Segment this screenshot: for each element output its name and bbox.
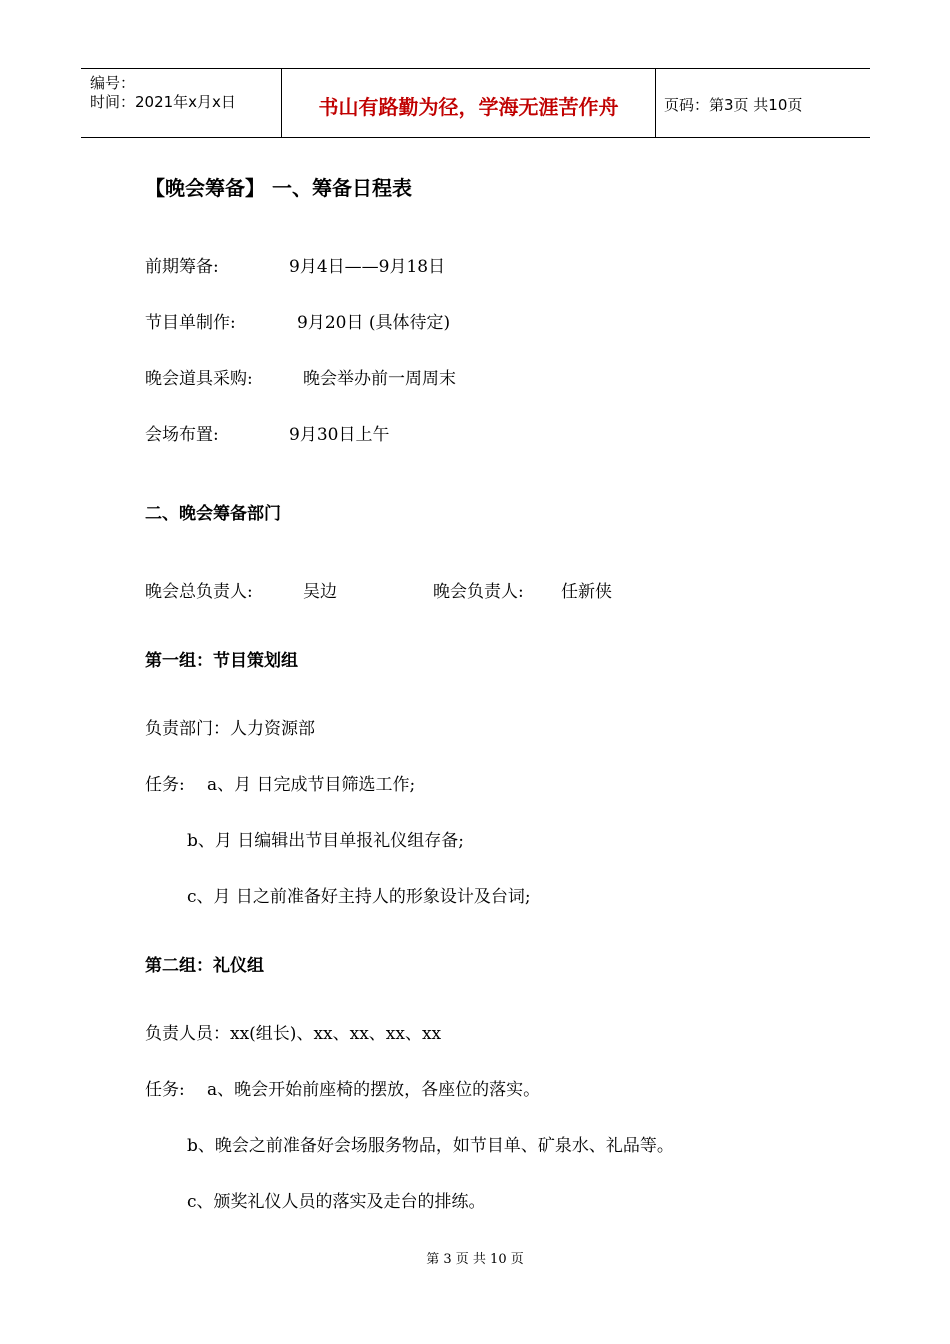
- document-title: 【晚会筹备】 一、筹备日程表: [145, 176, 412, 200]
- section-heading: 二、晚会筹备部门: [145, 504, 281, 524]
- leader-label: 晚会负责人:: [433, 582, 524, 602]
- header-page-info: 页码：第3页 共10页: [664, 96, 803, 114]
- group-department: 负责部门：人力资源部: [145, 719, 315, 739]
- header-motto-cell: [281, 69, 656, 137]
- task-item: c、月 日之前准备好主持人的形象设计及台词;: [187, 887, 531, 907]
- leader-name: 任新侠: [561, 582, 612, 602]
- chief-name: 吴边: [303, 582, 337, 602]
- group-staff: 负责人员：xx(组长)、xx、xx、xx、xx: [145, 1024, 442, 1044]
- schedule-label: 晚会道具采购:: [145, 369, 253, 389]
- header-number: 编号：: [90, 74, 136, 92]
- schedule-value: 9月30日上午: [289, 425, 390, 445]
- schedule-value: 9月4日——9月18日: [289, 257, 446, 277]
- header-time: 时间：2021年x月x日: [90, 93, 236, 111]
- schedule-label: 前期筹备:: [145, 257, 219, 277]
- group-heading: 第一组：节目策划组: [145, 651, 298, 671]
- header-page-cell: [655, 69, 870, 137]
- chief-label: 晚会总负责人:: [145, 582, 253, 602]
- group-heading: 第二组：礼仪组: [145, 956, 264, 976]
- schedule-value: 晚会举办前一周周末: [303, 369, 456, 389]
- page-header: [81, 68, 870, 138]
- task-item: b、月 日编辑出节目单报礼仪组存备;: [187, 831, 465, 851]
- task-label: 任务:: [145, 775, 185, 795]
- schedule-label: 节目单制作:: [145, 313, 236, 333]
- header-meta-cell: [81, 69, 281, 137]
- task-item: c、颁奖礼仪人员的落实及走台的排练。: [187, 1192, 486, 1212]
- task-item: a、晚会开始前座椅的摆放，各座位的落实。: [207, 1080, 541, 1100]
- task-item: a、月 日完成节目筛选工作;: [207, 775, 416, 795]
- task-item: b、晚会之前准备好会场服务物品，如节目单、矿泉水、礼品等。: [187, 1136, 674, 1156]
- header-motto: 书山有路勤为径，学海无涯苦作舟: [318, 95, 619, 119]
- task-label: 任务:: [145, 1080, 185, 1100]
- schedule-label: 会场布置:: [145, 425, 219, 445]
- schedule-value: 9月20日 (具体待定): [297, 313, 451, 333]
- page-footer: 第 3 页 共 10 页: [426, 1252, 524, 1267]
